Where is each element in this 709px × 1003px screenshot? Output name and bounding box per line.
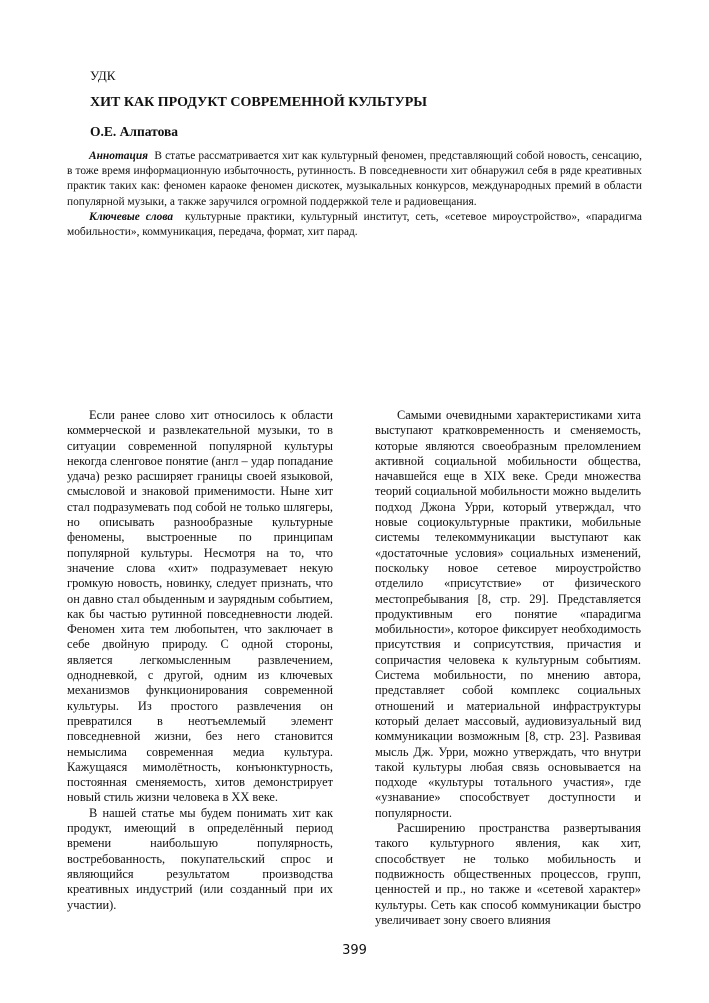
abstract-paragraph bbox=[67, 149, 642, 210]
body-paragraph: В нашей статье мы будем понимать хит как продукт, имеющий в определённый период времени наибольшую популярность, востребованность, покупательский спрос и являющийся результатом производства креативных индустрий (или созданный при их участии). bbox=[67, 805, 333, 912]
page-number: 399 bbox=[342, 943, 367, 958]
keywords-paragraph bbox=[67, 210, 642, 240]
abstract-text: В статье рассматривается хит как культурный феномен, представляющий собой новость, сенсацию, в тоже время информационную избыточность, рутинность. В повседневности хит обнаружил себя в ряде креативных практик таких как: феномен караоке феномен дискотек, музыкальных конкурсов, международных премий в области популярной музыки, а также заручился огромной поддержкой теле и радиовещания. bbox=[67, 150, 642, 208]
article-title: ХИТ КАК ПРОДУКТ СОВРЕМЕННОЙ КУЛЬТУРЫ bbox=[90, 95, 428, 110]
author-name: О.Е. Алпатова bbox=[90, 124, 179, 139]
body-column-right bbox=[375, 408, 641, 928]
udk-label: УДК bbox=[90, 68, 116, 83]
body-column-left bbox=[67, 408, 333, 913]
abstract-block bbox=[67, 149, 642, 240]
keywords-label: Ключевые слова bbox=[89, 210, 174, 223]
keywords-text: культурные практики, культурный институт, сеть, «сетевое мироустройство», «парадигма мобильности», коммуникация, передача, формат, хит парад. bbox=[67, 210, 642, 239]
body-paragraph: Расширению пространства развертывания такого культурного явления, как хит, способствует не только мобильность и подвижность общественных процессов, групп, ценностей и пр., но также и «сетевой характер» культуры. Сеть как способ коммуникации быстро увеличивает зону своего влияния bbox=[375, 821, 641, 927]
body-paragraph: Если ранее слово хит относилось к области коммерческой и развлекательной музыки, то в ситуации современной популярной культуры некогда сленговое понятие (англ – удар попадание удача) резко расширяет границы своей языковой, смысловой и знаковой применимости. Ныне хит стал подразумевать под собой не только шлягеры, но описывать разнообразные культурные феномены, выстроенные по принципам популярной культуры. Несмотря на то, что значение слова «хит» подразумевает некую громкую новость, новинку, следует признать, что он давно стал обыденным и заурядным событием, как бы частью рутинной повседневности людей. Феномен хита тем любопытен, что заключает в себе двойную природу. С одной стороны, является легкомысленным развлечением, однодневкой, с другой, одним из ключевых механизмов функционирования современной культуры. Из простого развлечения он превратился в неотъемлемый элемент повседневной жизни, без него становится немыслима современная медиа культура. Кажущаяся мимолётность, конъюнктурность, постоянная сменяемость, хитов демонстрирует новый стиль жизни человека в XX веке. bbox=[67, 408, 333, 805]
body-paragraph: Самыми очевидными характеристиками хита выступают кратковременность и сменяемость, которые являются своеобразным преломлением активной социальной мобильности общества, начавшейся еще в XIX веке. Среди множества теорий социальной мобильности можно выделить подход Джона Урри, который утверждал, что новые социокультурные практики, мобильные системы телекоммуникации выступают как «достаточные условия» социальных изменений, поскольку новое сетевое мироустройство отделило «присутствие» от физического местопребывания [8, стр. 29]. Представляется продуктивным его понятие «парадигма мобильности», которое фиксирует необходимость присутствия и соприсутствия, причастия и сопричастия человека к культурным событиям. Система мобильности, по мнению автора, представляет собой комплекс социальных отношений и материальной инфраструктуры который делает массовый, аудиовизуальный вид коммуникации возможным [8, стр. 23]. Развивая мысль Дж. Урри, можно утверждать, что внутри такой культуры любая связь основывается на подходе «культуры тотального участия», где «узнавание» способствует доступности и популярности. bbox=[375, 408, 641, 820]
abstract-label: Аннотация bbox=[89, 150, 149, 162]
